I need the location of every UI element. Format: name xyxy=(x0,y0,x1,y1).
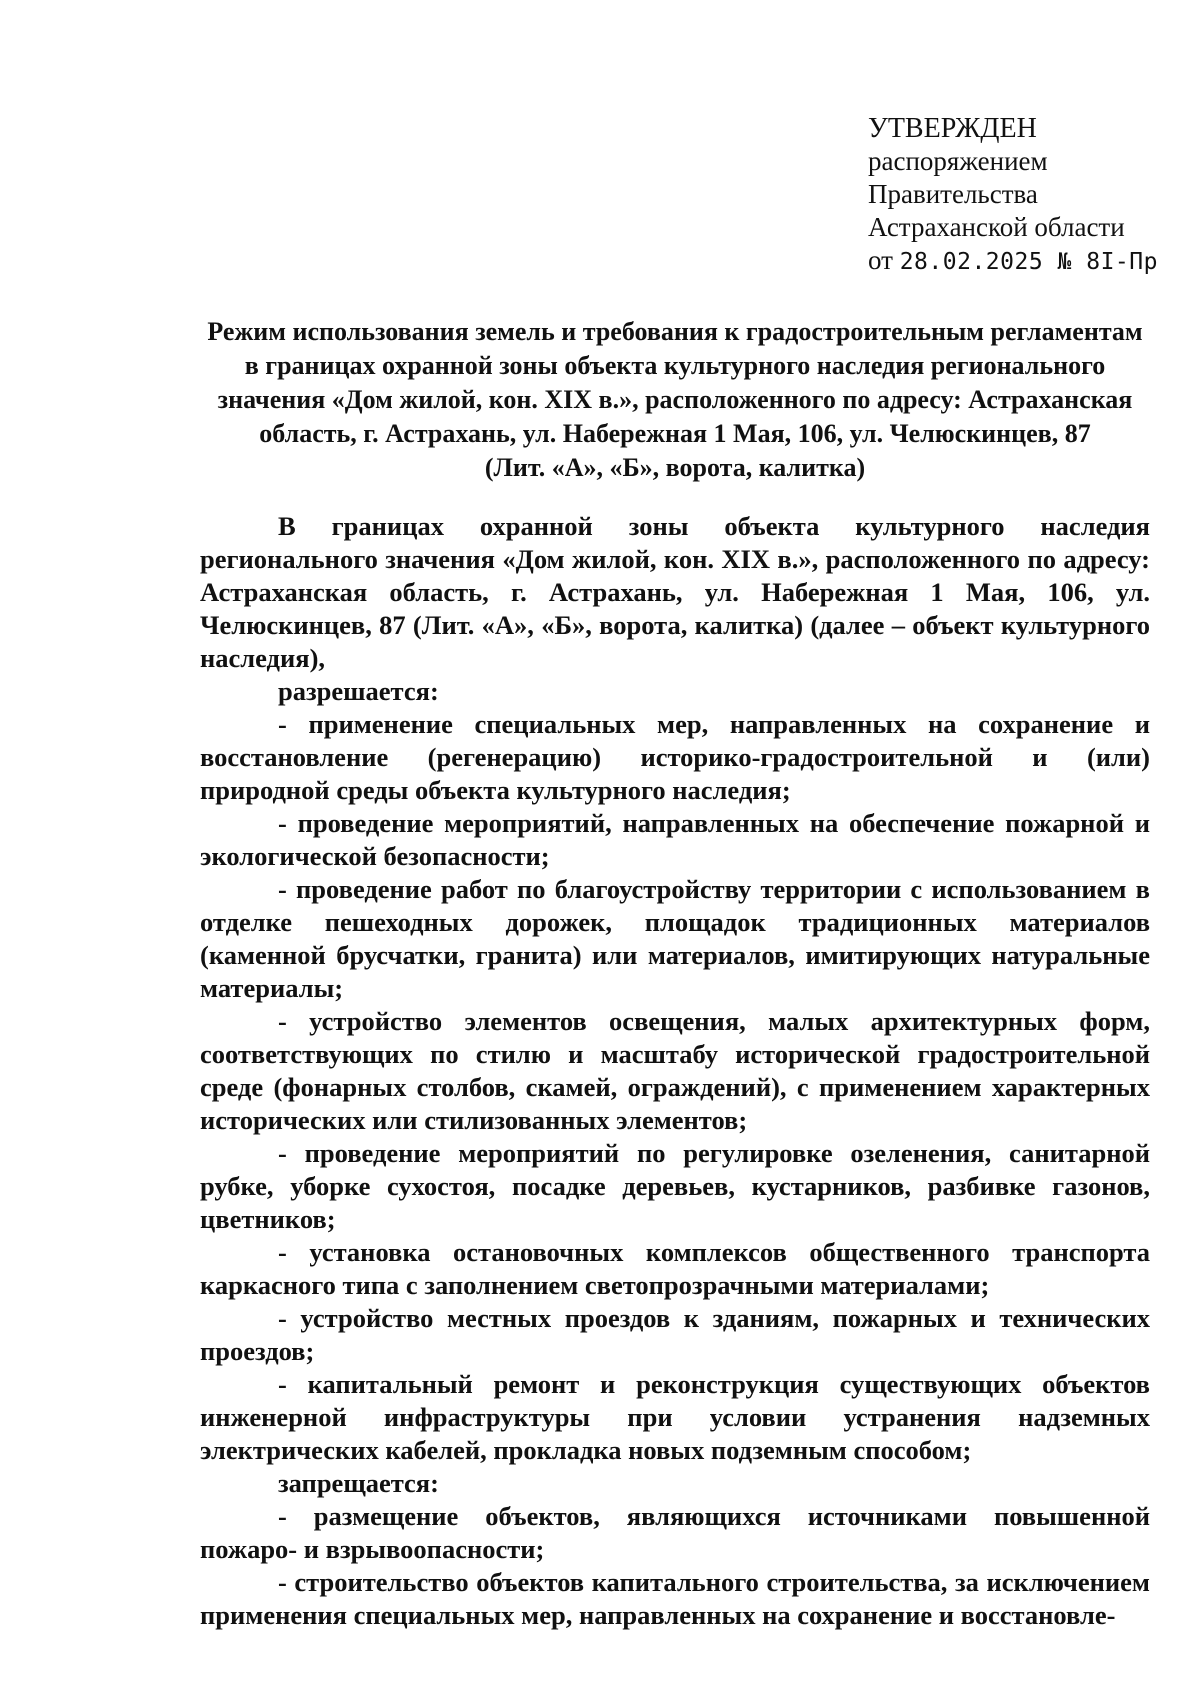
approval-date-line xyxy=(868,244,1158,279)
intro-paragraph: В границах охранной зоны объекта культурного наследия регионального значения «Дом жилой, кон. XIX в.», расположенного по адресу: Астраханская область, г. Астрахань, ул. Набережная 1 Мая, 106, ул. Челюскинцев, 87 (Лит. «А», «Б», ворота, калитка) (далее – объект культурного наследия), xyxy=(200,511,1150,673)
allowed-item: - установка остановочных комплексов общественного транспорта каркасного типа с заполнением светопрозрачными материалами; xyxy=(200,1237,1150,1300)
forbidden-item: - размещение объектов, являющихся источниками повышенной пожаро- и взрывоопасности; xyxy=(200,1501,1150,1564)
allowed-item: - проведение мероприятий по регулировке озеленения, санитарной рубке, уборке сухостоя, посадке деревьев, кустарников, разбивке газонов, цветников; xyxy=(200,1138,1150,1234)
allowed-item: - устройство местных проездов к зданиям, пожарных и технических проездов; xyxy=(200,1303,1150,1366)
forbidden-label: запрещается: xyxy=(278,1468,439,1498)
allowed-item: - капитальный ремонт и реконструкция существующих объектов инженерной инфраструктуры при условии устранения надземных электрических кабелей, прокладка новых подземным способом; xyxy=(200,1369,1150,1465)
date-number: 28.02.2025 № 8I-Пр xyxy=(899,249,1158,275)
allowed-item: - проведение работ по благоустройству территории с использованием в отделке пешеходных дорожек, площадок традиционных материалов (каменной брусчатки, гранита) или материалов, имитирующих натуральные материалы; xyxy=(200,874,1150,1003)
approved-heading: УТВЕРЖДЕН xyxy=(868,113,1037,144)
approval-line-order: распоряжением xyxy=(868,146,1048,176)
approval-block xyxy=(868,112,1158,279)
forbidden-item: - строительство объектов капитального строительства, за исключением применения специальных мер, направленных на сохранение и восстановле- xyxy=(200,1567,1150,1630)
allowed-item: - применение специальных мер, направленных на сохранение и восстановление (регенерацию) историко-градостроительной и (или) природной среды объекта культурного наследия; xyxy=(200,709,1150,805)
allowed-item: - проведение мероприятий, направленных на обеспечение пожарной и экологической безопасности; xyxy=(200,808,1150,871)
date-prefix: от xyxy=(868,245,893,275)
allowed-item: - устройство элементов освещения, малых архитектурных форм, соответствующих по стилю и масштабу исторической градостроительной среде (фонарных столбов, скамей, ограждений), с применением характерных исторических или стилизованных элементов; xyxy=(200,1006,1150,1135)
title-sub: (Лит. «А», «Б», ворота, калитка) xyxy=(484,453,866,482)
approval-line-government: Правительства xyxy=(868,179,1038,209)
document-body xyxy=(200,510,1150,1632)
document-title xyxy=(200,315,1150,485)
allowed-label: разрешается: xyxy=(278,676,439,706)
approval-line-region: Астраханской области xyxy=(868,212,1125,242)
title-main: Режим использования земель и требования к градостроительным регламентам в границах охранной зоны объекта культурного наследия регионального значения «Дом жилой, кон. XIX в.», расположенного по адресу: Астраханская область, г. Астрахань, ул. Набережная 1 Мая, 106, ул. Челюскинцев, 87 xyxy=(207,317,1143,448)
